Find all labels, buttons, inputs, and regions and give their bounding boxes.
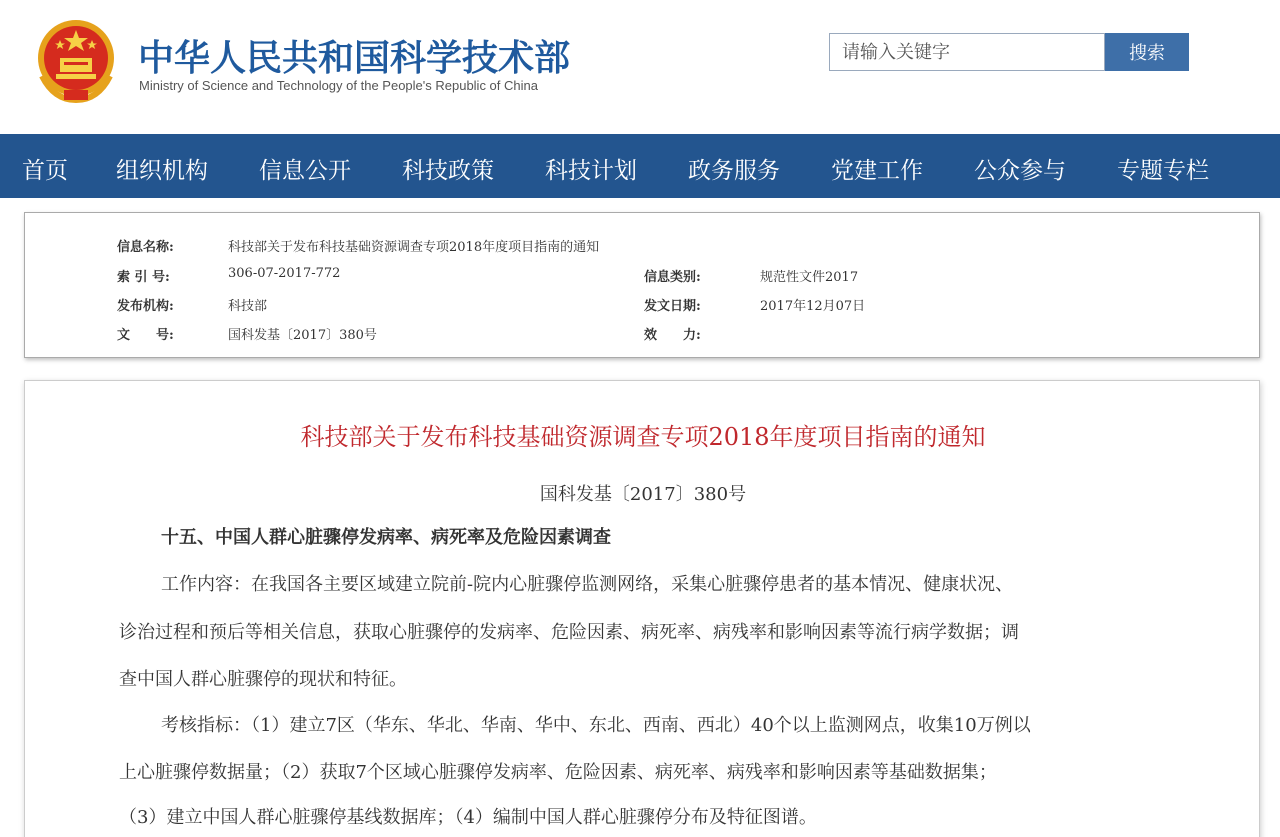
nav-item-organization[interactable]: 组织机构 [116, 158, 208, 184]
paragraph-line: 诊治过程和预后等相关信息，获取心脏骤停的发病率、危险因素、病死率、病残率和影响因素等流行病学数据；调 [119, 622, 1019, 643]
article-doc-number: 国科发基〔2017〕380号 [539, 484, 747, 505]
nav-item-policy[interactable]: 科技政策 [402, 158, 494, 184]
site-title[interactable]: 中华人民共和国科学技术部 [138, 38, 571, 79]
info-publisher-label: 发布机构: [117, 299, 174, 314]
info-name-row [117, 236, 174, 255]
paragraph-line: 工作内容：在我国各主要区域建立院前-院内心脏骤停监测网络，采集心脏骤停患者的基本情况、健康状况、 [161, 574, 1014, 595]
search-input[interactable] [830, 34, 1104, 70]
info-publisher-value: 科技部 [228, 299, 268, 314]
nav-item-public-participation[interactable]: 公众参与 [974, 158, 1066, 184]
info-name-value: 科技部关于发布科技基础资源调查专项2018年度项目指南的通知 [228, 240, 600, 255]
info-category-value: 规范性文件2017 [760, 270, 859, 285]
site-subtitle: Ministry of Science and Technology of the People's Republic of China [139, 78, 538, 93]
nav-item-special-topics[interactable]: 专题专栏 [1117, 158, 1209, 184]
paragraph-line: 查中国人群心脏骤停的现状和特征。 [119, 669, 407, 690]
article-title: 科技部关于发布科技基础资源调查专项2018年度项目指南的通知 [300, 423, 986, 451]
info-docno-label: 文 号: [117, 328, 174, 343]
nav-item-party-building[interactable]: 党建工作 [831, 158, 923, 184]
national-emblem-icon[interactable] [34, 16, 118, 104]
info-date-value: 2017年12月07日 [760, 299, 866, 314]
info-name-label: 信息名称: [117, 240, 174, 255]
info-validity-label: 效 力: [644, 328, 701, 343]
info-category-label: 信息类别: [644, 270, 701, 285]
paragraph-line: 考核指标：（1）建立7区（华东、华北、华南、华中、东北、西南、西北）40个以上监测网点，收集10万例以 [161, 715, 1031, 736]
main-nav [0, 134, 1280, 198]
document-info-panel [24, 212, 1260, 358]
section-heading: 十五、中国人群心脏骤停发病率、病死率及危险因素调查 [161, 527, 611, 548]
paragraph-line: （3）建立中国人群心脏骤停基线数据库；（4）编制中国人群心脏骤停分布及特征图谱。 [119, 807, 817, 828]
search-box [829, 33, 1105, 71]
info-index-label: 索 引 号: [117, 270, 170, 285]
article-body [24, 380, 1260, 837]
search-button[interactable]: 搜索 [1105, 33, 1189, 71]
site-header [0, 0, 1280, 134]
paragraph-line: 上心脏骤停数据量；（2）获取7个区域心脏骤停发病率、危险因素、病死率、病残率和影响因素等基础数据集； [119, 762, 997, 783]
nav-item-info-disclosure[interactable]: 信息公开 [259, 158, 351, 184]
info-date-label: 发文日期: [644, 299, 701, 314]
info-docno-value: 国科发基〔2017〕380号 [228, 328, 377, 343]
nav-item-services[interactable]: 政务服务 [688, 158, 780, 184]
nav-item-programs[interactable]: 科技计划 [545, 158, 637, 184]
info-index-value: 306-07-2017-772 [228, 266, 341, 281]
nav-item-home[interactable]: 首页 [22, 158, 68, 184]
